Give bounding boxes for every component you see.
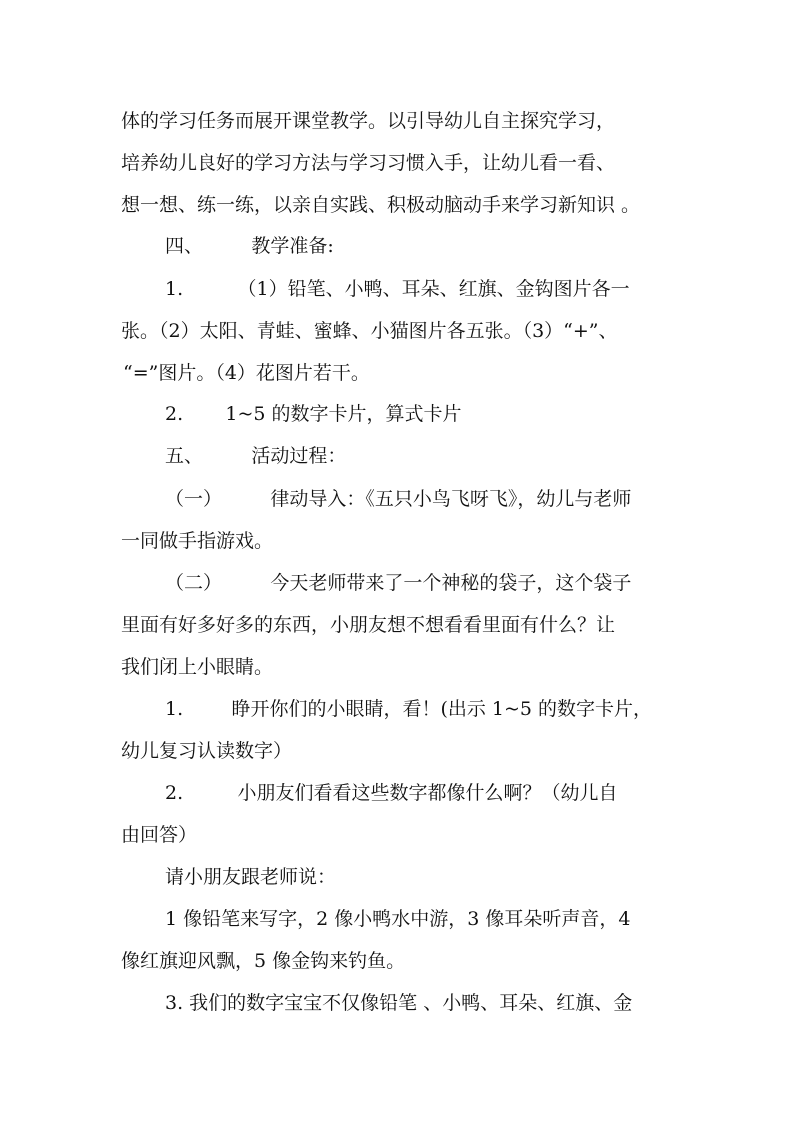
text-line-1: 体的学习任务而展开课堂教学。以引导幼儿自主探究学习，	[121, 110, 616, 132]
text-line-4: 四、 教学准备:	[165, 235, 334, 257]
text-line-12: （二） 今天老师带来了一个神秘的袋子，这个袋子	[165, 572, 632, 594]
text-line-6: 张。（2）太阳、青蛙、蜜蜂、小猫图片各五张。（3）“+”、	[121, 320, 618, 342]
text-line-17: 2. 小朋友们看看这些数字都像什么啊？（幼儿自	[165, 782, 618, 804]
text-line-3: 想一想、练一练，以亲自实践、积极动脑动手来学习新知识 。	[121, 194, 641, 216]
text-line-13: 里面有好多好多的东西，小朋友想不想看看里面有什么？让	[121, 614, 616, 636]
text-line-8: 2. 1~5 的数字卡片，算式卡片	[165, 403, 462, 425]
text-line-14: 我们闭上小眼睛。	[121, 656, 274, 678]
text-line-22: 3. 我们的数字宝宝不仅像铅笔 、小鸭、耳朵、红旗、金	[165, 992, 633, 1014]
text-line-9: 五、 活动过程：	[165, 445, 347, 467]
text-line-21: 像红旗迎风飘，5 像金钩来钓鱼。	[121, 950, 406, 972]
text-line-15: 1. 睁开你们的小眼睛，看！(出示 1~5 的数字卡片，	[165, 698, 653, 720]
text-line-20: 1 像铅笔来写字，2 像小鸭水中游，3 像耳朵听声音，4	[165, 908, 631, 930]
text-line-7: “=”图片。（4）花图片若干。	[123, 362, 370, 384]
text-line-11: 一同做手指游戏。	[121, 530, 274, 552]
text-line-5: 1. （1）铅笔、小鸭、耳朵、红旗、金钩图片各一	[165, 278, 630, 300]
text-line-18: 由回答）	[121, 824, 198, 846]
text-line-2: 培养幼儿良好的学习方法与学习习惯入手，让幼儿看一看、	[121, 152, 616, 174]
text-line-19: 请小朋友跟老师说：	[165, 866, 337, 888]
text-line-10: （一） 律动导入：《五只小鸟飞呀飞》，幼儿与老师	[165, 488, 632, 510]
text-line-16: 幼儿复习认读数字）	[121, 740, 293, 762]
